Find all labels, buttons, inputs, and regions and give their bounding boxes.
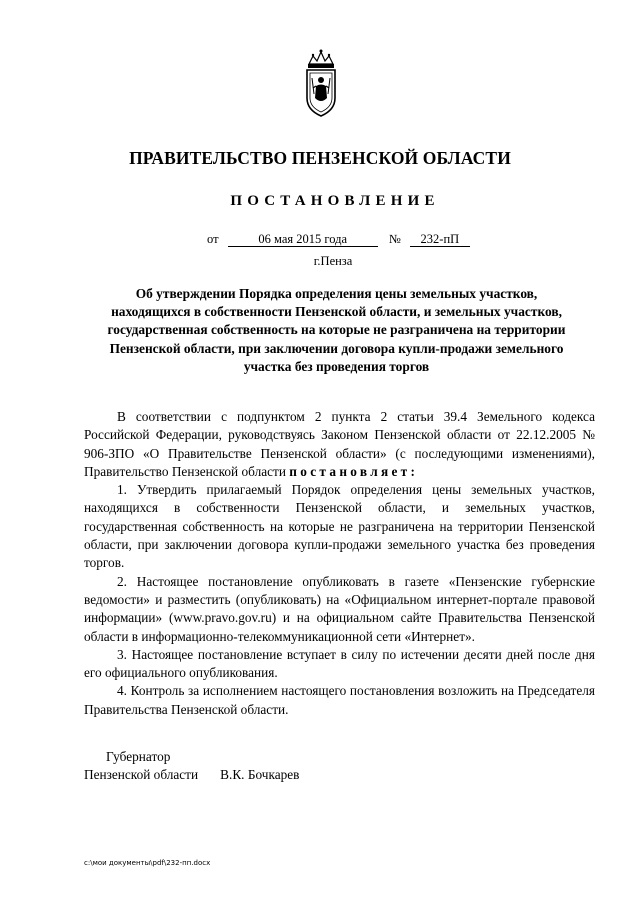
government-title: ПРАВИТЕЛЬСТВО ПЕНЗЕНСКОЙ ОБЛАСТИ	[129, 148, 511, 168]
item-paragraph-2: 2. Настоящее постановление опубликовать в газете «Пензенские губернские ведомости» и разместить (опубликовать) на «Официальном интернет-портале правовой информации» (www.pravo.gov.ru) и на официальном сайте Правительства Пензенской области в информационно-телекоммуникационной сети «Интернет».	[84, 573, 595, 644]
document-date: 06 мая 2015 года	[228, 233, 378, 247]
resolves-word: постановляет:	[289, 463, 419, 479]
signatory-role-line2-row	[84, 766, 299, 784]
signatory-name: В.К. Бочкарев	[220, 767, 300, 783]
intro-paragraph	[84, 408, 595, 481]
item-paragraph-1: 1. Утвердить прилагаемый Порядок определения цены земельных участков, находящихся в собственности Пензенской области, и земельных участков, государственная собственность на которые не разграничена на территории Пензенской области, при заключении договора купли-продажи земельного участка без проведения торгов.	[84, 482, 595, 571]
item-paragraph-3: 3. Настоящее постановление вступает в силу по истечении десяти дней после дня его официального опубликования.	[84, 646, 595, 681]
document-subject: Об утверждении Порядка определения цены земельных участков, находящихся в собственности Пензенской области, и земельных участков, государственная собственность на которые не разграничена на территории Пензенской области, при заключении договора купли-продажи земельного участка без проведения торгов	[107, 286, 566, 374]
signature-block	[84, 748, 299, 785]
item-paragraph-4: 4. Контроль за исполнением настоящего постановления возложить на Председателя Правительства Пензенской области.	[84, 683, 595, 717]
intro-text: В соответствии с подпунктом 2 пункта 2 статьи 39.4 Земельного кодекса Российской Федерации, руководствуясь Законом Пензенской области от 22.12.2005 № 906-ЗПО «О Правительстве Пензенской области» (с последующими изменениями), Правительство Пензенской области	[84, 409, 595, 479]
document-type: ПОСТАНОВЛЕНИЕ	[230, 193, 440, 209]
document-body	[84, 408, 595, 719]
document-number: 232-пП	[410, 233, 470, 247]
number-prefix: №	[388, 232, 401, 246]
date-number-line	[207, 232, 470, 247]
coat-of-arms-emblem	[301, 48, 341, 118]
signatory-role-line1: Губернатор	[106, 749, 171, 764]
city: г.Пенза	[313, 254, 353, 268]
file-path-footer: c:\мои документы\pdf\232-пп.docx	[84, 859, 211, 867]
date-prefix: от	[207, 232, 219, 246]
signatory-role-line2: Пензенской области	[84, 767, 199, 783]
